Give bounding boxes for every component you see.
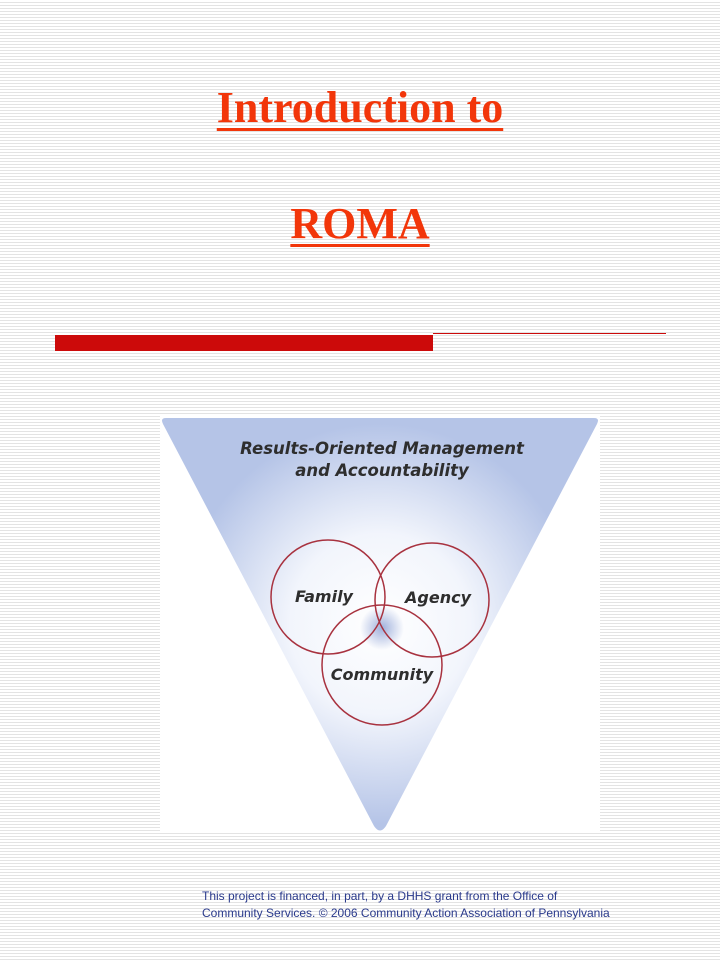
- slide-title-line-2: ROMA: [290, 199, 430, 248]
- funding-credit-line-1: This project is financed, in part, by a DHHS grant from the Office of: [202, 889, 558, 903]
- diagram-heading-line-2: and Accountability: [295, 461, 469, 480]
- circle-label-community: Community: [330, 665, 434, 684]
- roma-diagram: [160, 414, 600, 832]
- title-rule-thick: [55, 335, 433, 351]
- circle-label-agency: Agency: [405, 588, 471, 607]
- title-rule-thin: [433, 333, 666, 334]
- diagram-heading-line-1: Results-Oriented Management: [240, 439, 524, 458]
- slide-title-line-1: Introduction to: [216, 83, 504, 132]
- funding-credit: [202, 888, 672, 922]
- funding-credit-line-2: Community Services. © 2006 Community Action Association of Pennsylvania: [202, 906, 610, 920]
- circle-label-family: Family: [295, 587, 353, 606]
